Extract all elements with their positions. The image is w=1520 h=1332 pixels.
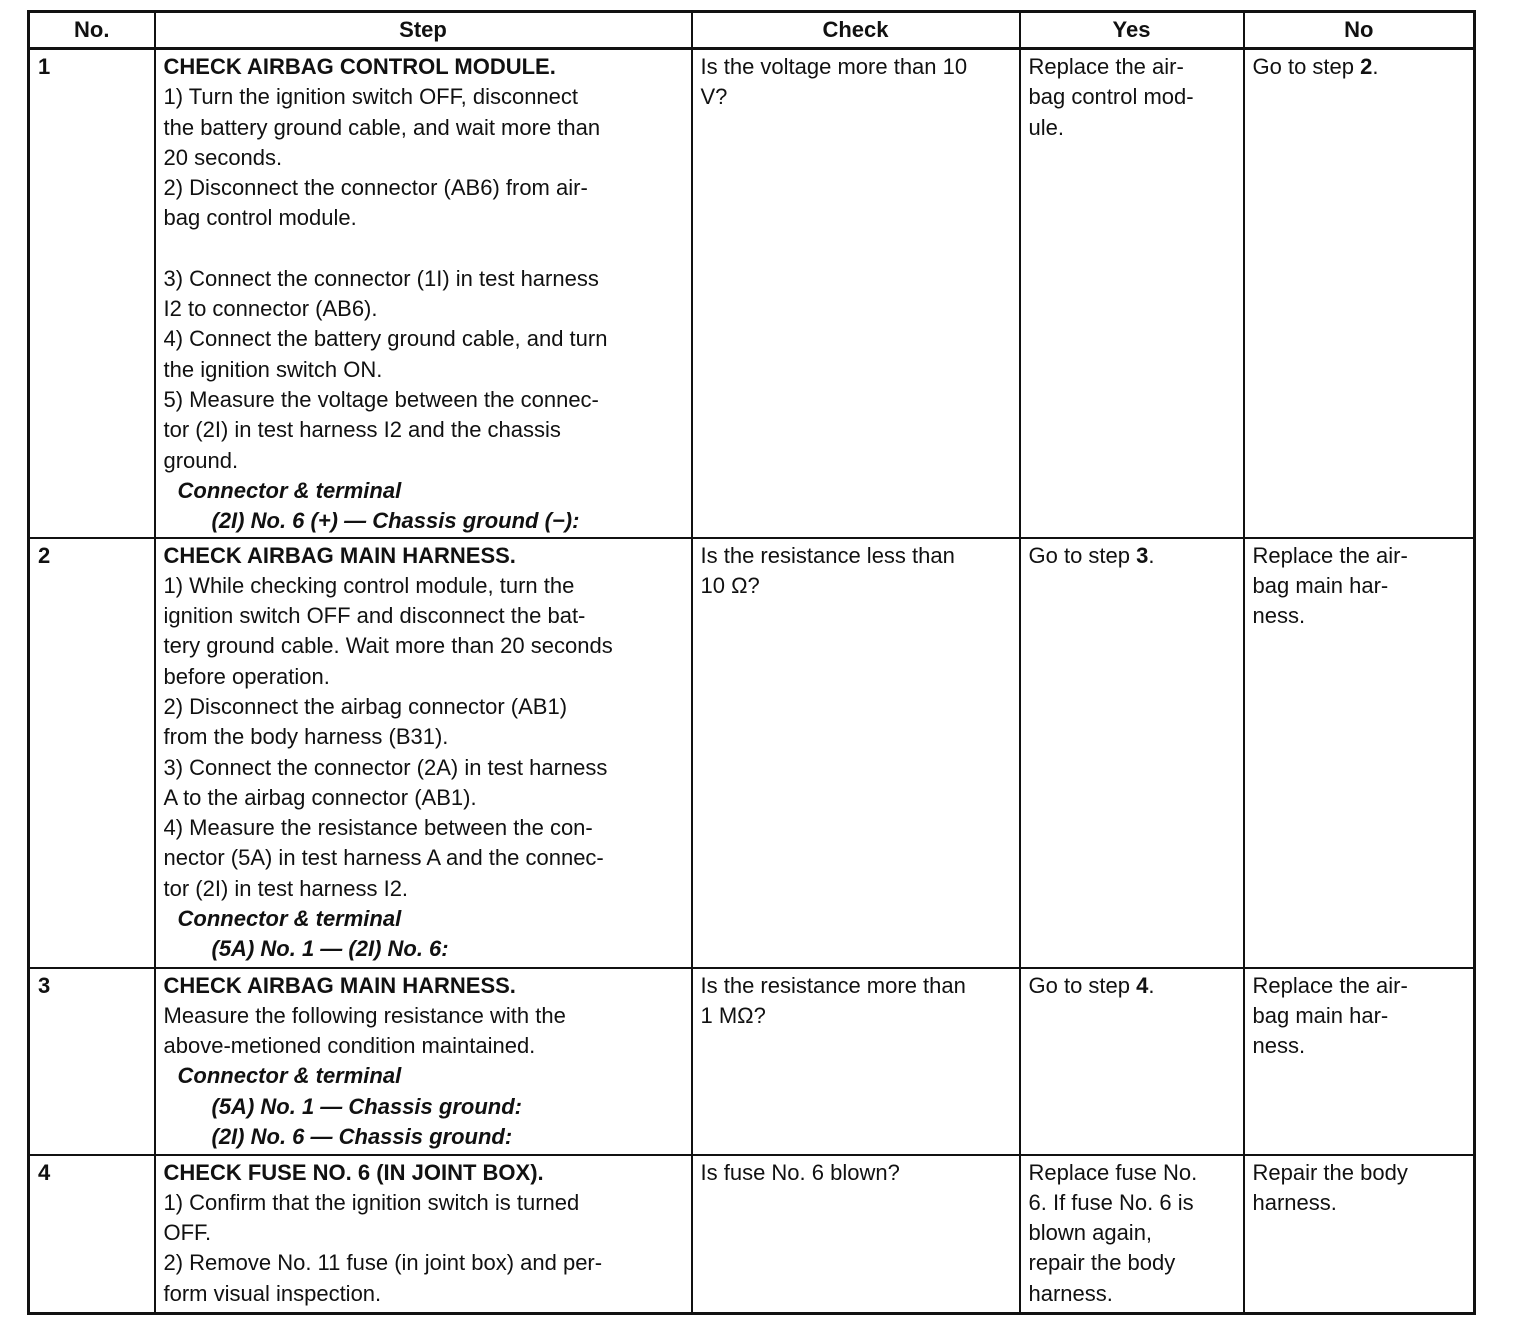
yes-text: bag control mod- — [1028, 84, 1194, 110]
check-text: Is the resistance less than — [700, 542, 955, 568]
check-cell — [692, 538, 1020, 968]
step-line: OFF. — [163, 1220, 212, 1246]
step-line: 3) Connect the connector (2A) in test harness — [163, 754, 608, 780]
header-step: Step — [155, 12, 692, 49]
step-line: 2) Disconnect the airbag connector (AB1) — [163, 693, 568, 719]
step-line: 5) Measure the voltage between the connec- — [163, 386, 599, 412]
step-spacer — [164, 234, 684, 264]
step-line: before operation. — [163, 663, 330, 689]
connector-heading: Connector & terminal — [177, 477, 402, 503]
step-line: 1) Turn the ignition switch OFF, disconnect — [163, 84, 579, 110]
connector-heading: Connector & terminal — [177, 1063, 402, 1089]
step-line: I2 to connector (AB6). — [163, 296, 378, 322]
step-line: 4) Connect the battery ground cable, and turn — [163, 326, 608, 352]
check-text: 1 MΩ? — [700, 1002, 766, 1028]
step-cell — [155, 538, 692, 968]
yes-text: ule. — [1028, 114, 1064, 140]
check-text: Is fuse No. 6 blown? — [700, 1159, 900, 1185]
step-line: bag control module. — [163, 205, 357, 231]
goto-suffix: . — [1372, 54, 1379, 79]
no-text: harness. — [1252, 1189, 1337, 1215]
no-cell — [1244, 538, 1475, 968]
check-text: Is the resistance more than — [700, 972, 966, 998]
check-cell — [692, 49, 1020, 538]
goto-prefix: Go to step — [1252, 54, 1361, 79]
no-text: Replace the air- — [1252, 972, 1408, 998]
step-line: 2) Remove No. 11 fuse (in joint box) and per- — [163, 1250, 603, 1276]
diagnostic-table — [27, 10, 1476, 1315]
yes-text: Replace fuse No. — [1028, 1159, 1198, 1185]
table-row-1 — [29, 49, 1475, 538]
step-line: above-metioned condition maintained. — [163, 1033, 536, 1059]
check-text: V? — [700, 84, 728, 110]
no-cell — [1244, 968, 1475, 1155]
step-title: CHECK AIRBAG MAIN HARNESS. — [163, 972, 516, 998]
goto-prefix: Go to step — [1028, 542, 1137, 568]
goto-step-number: 2 — [1360, 54, 1373, 79]
yes-text: repair the body — [1028, 1250, 1176, 1276]
no-cell — [1244, 1155, 1475, 1314]
no-text: Repair the body — [1252, 1159, 1408, 1185]
step-line: ignition switch OFF and disconnect the bat- — [163, 603, 586, 629]
step-title: CHECK AIRBAG CONTROL MODULE. — [163, 54, 556, 79]
goto-step-number: 4 — [1136, 972, 1149, 998]
check-text: Is the voltage more than 10 — [700, 54, 968, 79]
step-line: 1) Confirm that the ignition switch is turned — [163, 1189, 580, 1215]
step-line: A to the airbag connector (AB1). — [163, 784, 477, 810]
connector-heading: Connector & terminal — [177, 906, 402, 932]
step-title: CHECK FUSE NO. 6 (IN JOINT BOX). — [163, 1159, 544, 1185]
step-line: ground. — [163, 447, 239, 473]
connector-terminal: (2I) No. 6 (+) — Chassis ground (−): — [211, 508, 580, 534]
check-text: 10 Ω? — [700, 572, 760, 598]
no-cell — [1244, 49, 1475, 538]
header-yes: Yes — [1020, 12, 1244, 49]
step-line: 2) Disconnect the connector (AB6) from air- — [163, 175, 588, 201]
step-line: 4) Measure the resistance between the con- — [163, 815, 593, 841]
row-number: 4 — [29, 1155, 155, 1314]
step-line: from the body harness (B31). — [163, 724, 449, 750]
step-line: 1) While checking control module, turn the — [163, 572, 575, 598]
no-text: bag main har- — [1252, 572, 1389, 598]
connector-terminal: (5A) No. 1 — Chassis ground: — [211, 1093, 522, 1119]
yes-text: blown again, — [1028, 1220, 1153, 1246]
no-text: ness. — [1252, 1033, 1306, 1059]
step-line: 3) Connect the connector (1I) in test harness — [163, 265, 599, 291]
step-cell — [155, 968, 692, 1155]
step-line: the ignition switch ON. — [163, 356, 383, 382]
no-text: Replace the air- — [1252, 542, 1408, 568]
goto-suffix: . — [1148, 972, 1155, 998]
yes-text — [1029, 971, 1236, 1001]
no-text — [1253, 52, 1467, 82]
yes-cell — [1020, 1155, 1244, 1314]
step-title: CHECK AIRBAG MAIN HARNESS. — [163, 542, 516, 568]
step-line: form visual inspection. — [163, 1280, 382, 1306]
goto-step-number: 3 — [1136, 542, 1149, 568]
table-row-3 — [29, 968, 1475, 1155]
yes-text: 6. If fuse No. 6 is — [1028, 1189, 1194, 1215]
step-line: 20 seconds. — [163, 144, 283, 170]
header-row — [29, 12, 1475, 49]
goto-prefix: Go to step — [1028, 972, 1137, 998]
yes-text: harness. — [1028, 1280, 1113, 1306]
connector-terminal: (5A) No. 1 — (2I) No. 6: — [211, 936, 449, 962]
yes-cell — [1020, 538, 1244, 968]
step-line: nector (5A) in test harness A and the connec- — [163, 845, 604, 871]
check-cell — [692, 1155, 1020, 1314]
connector-terminal: (2I) No. 6 — Chassis ground: — [211, 1123, 513, 1149]
header-no: No. — [29, 12, 155, 49]
diagnostic-table-container — [27, 10, 1473, 1315]
yes-cell — [1020, 968, 1244, 1155]
row-number: 3 — [29, 968, 155, 1155]
goto-suffix: . — [1148, 542, 1155, 568]
yes-text — [1029, 541, 1236, 571]
yes-cell — [1020, 49, 1244, 538]
step-line: the battery ground cable, and wait more than — [163, 114, 601, 140]
step-line: tery ground cable. Wait more than 20 seconds — [163, 633, 613, 659]
step-cell — [155, 49, 692, 538]
check-cell — [692, 968, 1020, 1155]
step-line: tor (2I) in test harness I2. — [163, 875, 409, 901]
header-no-result: No — [1244, 12, 1475, 49]
step-line: tor (2I) in test harness I2 and the chassis — [163, 417, 561, 443]
table-row-4 — [29, 1155, 1475, 1314]
no-text: ness. — [1252, 603, 1306, 629]
step-cell — [155, 1155, 692, 1314]
row-number: 1 — [29, 49, 155, 538]
row-number: 2 — [29, 538, 155, 968]
header-check: Check — [692, 12, 1020, 49]
no-text: bag main har- — [1252, 1002, 1389, 1028]
table-row-2 — [29, 538, 1475, 968]
yes-text: Replace the air- — [1028, 54, 1184, 79]
step-line: Measure the following resistance with the — [163, 1002, 566, 1028]
